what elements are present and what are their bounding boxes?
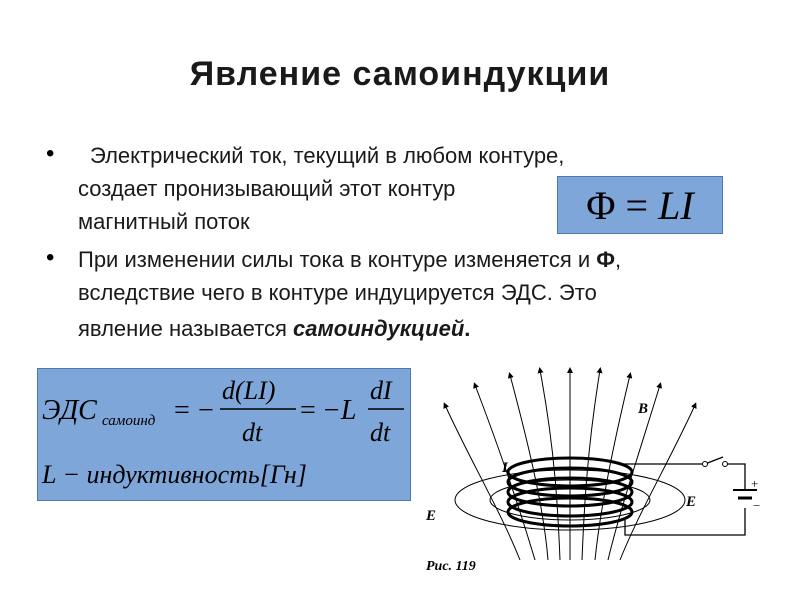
coil-diagram — [420, 360, 780, 580]
bullet1-line1: Электрический ток, текущий в любом контуре, — [90, 143, 565, 168]
bullet2-line3-text: явление называется — [78, 316, 294, 341]
emf-subscript: самоинд — [102, 413, 156, 429]
bullet2-period: . — [464, 316, 471, 341]
emf-num1: d(LI) — [222, 376, 276, 405]
emf-formula — [38, 369, 410, 500]
field-lines — [445, 370, 695, 560]
flux-rhs: LI — [658, 182, 694, 228]
bullet2-line3 — [78, 312, 470, 345]
bullet1-line3: магнитный поток — [78, 209, 250, 234]
bullet2-line1 — [78, 243, 621, 276]
bullet2-phi-bold: Ф — [596, 247, 616, 272]
label-e-left: E — [426, 508, 437, 524]
emf-formula-box — [37, 368, 411, 501]
label-b-vector: B — [638, 401, 649, 417]
bullet-dot: • — [46, 140, 55, 167]
emf-minus1: − — [198, 395, 214, 426]
coil-figure — [420, 360, 780, 580]
label-e-right: E — [686, 494, 697, 510]
bullet-dot: • — [46, 244, 55, 271]
inductance-definition: L − индуктивность[Гн] — [42, 460, 307, 489]
emf-num2: dI — [370, 376, 392, 405]
emf-lhs: ЭДС — [42, 395, 97, 426]
self-induction-term: самоиндукцией — [293, 316, 465, 341]
emf-minus-l: −L — [322, 395, 357, 426]
bullet2-comma: , — [615, 247, 622, 272]
emf-den2: dt — [370, 418, 391, 447]
flux-formula — [557, 176, 723, 234]
emf-eq2: = — [300, 395, 316, 426]
bullet2-line1-text: При изменении силы тока в контуре изменяется и — [78, 247, 597, 272]
switch-contact — [723, 462, 728, 467]
switch-contact — [703, 462, 708, 467]
label-current: I — [502, 460, 508, 476]
emf-eq1: = — [174, 395, 190, 426]
slide-title: Явление самоиндукции — [189, 55, 611, 93]
equals-sign: = — [625, 182, 649, 228]
phi-symbol: Φ — [586, 182, 616, 228]
bullet2-line2: вследствие чего в контуре индуцируется ЭДС. Это — [78, 280, 597, 305]
battery-minus: − — [753, 498, 761, 513]
battery-plus: + — [751, 476, 759, 491]
figure-caption: Рис. 119 — [426, 559, 476, 574]
bullet1-line2: создает пронизывающий этот контур — [78, 176, 456, 201]
emf-den1: dt — [242, 418, 263, 447]
